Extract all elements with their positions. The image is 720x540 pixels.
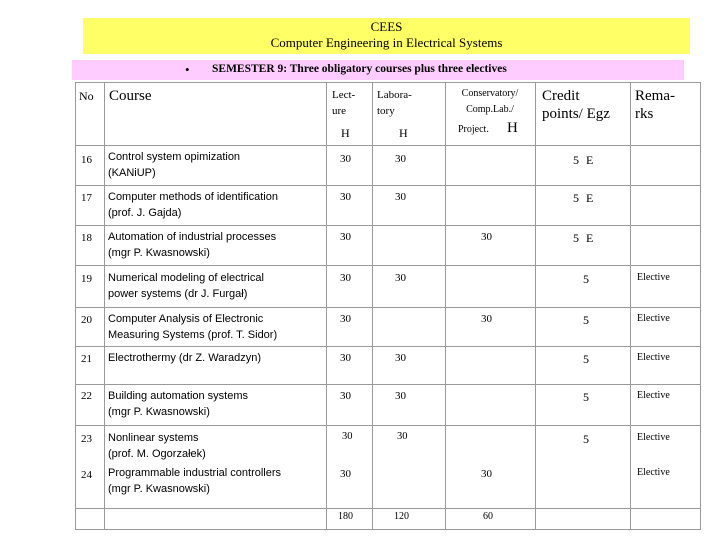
row-no: 21 (81, 353, 92, 365)
credit-points: 5 E (573, 153, 596, 167)
header-laboratory: Labora- tory (377, 89, 412, 117)
lecture-hours: 30 (340, 390, 351, 402)
credit-points: 5 (583, 352, 589, 366)
row-no: 20 (81, 314, 92, 326)
remark: Elective (637, 313, 670, 324)
row-no: 18 (81, 232, 92, 244)
grid-line (75, 185, 701, 186)
banner-subtitle: Computer Engineering in Electrical Systems (270, 35, 503, 50)
course-name: Control system opimization (KANiUP) (108, 151, 241, 179)
remark: Elective (637, 352, 670, 363)
header-no: No (79, 89, 94, 103)
grid-line (75, 346, 701, 347)
semester-bar (72, 60, 684, 80)
row-no: 22 (81, 390, 92, 402)
header-lecture-hours: H (341, 126, 350, 140)
course-table (75, 82, 701, 530)
grid-line (75, 265, 701, 266)
credit-points: 5 (583, 432, 589, 446)
course-name: Numerical modeling of electrical power systems (dr J. Furgał) (108, 272, 264, 300)
credit-points: 5 E (573, 191, 596, 205)
header-lecture: Lect- ure (332, 89, 356, 117)
banner-title: CEES (370, 19, 403, 34)
grid-line (326, 82, 327, 530)
grid-line (75, 508, 701, 509)
course-name: Computer Analysis of Electronic Measuring Systems (prof. T. Sidor) (108, 313, 278, 341)
total-project: 60 (483, 511, 493, 522)
grid-line (75, 225, 701, 226)
grid-line (535, 82, 536, 530)
grid-line (75, 145, 701, 146)
grid-line (75, 82, 701, 83)
course-name: Electrothermy (dr Z. Waradzyn) (108, 352, 262, 364)
lecture-hours: 30 (340, 313, 351, 325)
total-lecture: 180 (338, 511, 353, 522)
grid-line (75, 307, 701, 308)
lecture-hours: 30 (340, 352, 351, 364)
project-hours: 30 (481, 231, 492, 243)
row-no: 19 (81, 273, 92, 285)
grid-line (700, 82, 701, 530)
course-name: Nonlinear systems (prof. M. Ogorzałek) (108, 432, 206, 460)
credit-points: 5 (583, 390, 589, 404)
grid-line (75, 82, 76, 530)
row-no: 23 (81, 433, 92, 445)
grid-line (75, 425, 701, 426)
header-project-hours: H (507, 120, 518, 136)
grid-line (104, 82, 105, 530)
header-conservatory: Conservatory/ Comp.Lab./ (461, 88, 519, 115)
header-project: Project. (458, 124, 489, 135)
semester-title: SEMESTER 9: Three obligatory courses plus three electives (212, 63, 507, 75)
header-course: Course (109, 88, 152, 104)
lecture-hours: 30 (340, 468, 351, 480)
lecture-hours: 30 (340, 231, 351, 243)
program-banner (83, 18, 690, 54)
lecture-hours: 30 (340, 272, 351, 284)
course-name: Computer methods of identification (prof. J. Gajda) (108, 191, 278, 219)
grid-line (445, 82, 446, 530)
lab-hours: 30 (395, 390, 406, 402)
lecture-hours: 30 (340, 153, 351, 165)
credit-points: 5 (583, 272, 589, 286)
credit-points: 5 E (573, 231, 596, 245)
row-no: 17 (81, 192, 92, 204)
bullet-icon: • (185, 62, 190, 77)
row-no: 16 (81, 154, 92, 166)
course-name: Programmable industrial controllers (mgr P. Kwasnowski) (108, 467, 282, 495)
lab-hours: 30 (395, 153, 406, 165)
row-no: 24 (81, 469, 92, 481)
project-hours: 30 (481, 468, 492, 480)
grid-line (372, 82, 373, 530)
remark: Elective (637, 390, 670, 401)
lab-hours: 30 (397, 431, 408, 442)
lab-hours: 30 (395, 352, 406, 364)
remark: Elective (637, 467, 670, 478)
header-lab-hours: H (399, 126, 408, 140)
credit-points: 5 (583, 313, 589, 327)
grid-line (75, 529, 701, 530)
course-name: Building automation systems (mgr P. Kwasnowski) (108, 390, 249, 418)
lab-hours: 30 (395, 272, 406, 284)
header-remarks: Rema- rks (635, 88, 675, 122)
total-lab: 120 (394, 511, 409, 522)
lecture-hours: 30 (340, 191, 351, 203)
remark: Elective (637, 272, 670, 283)
grid-line (75, 384, 701, 385)
lecture-hours: 30 (342, 431, 353, 442)
grid-line (630, 82, 631, 530)
course-name: Automation of industrial processes (mgr P. Kwasnowski) (108, 231, 277, 259)
remark: Elective (637, 432, 670, 443)
header-credit: Credit points/ Egz (542, 88, 610, 122)
project-hours: 30 (481, 313, 492, 325)
lab-hours: 30 (395, 191, 406, 203)
